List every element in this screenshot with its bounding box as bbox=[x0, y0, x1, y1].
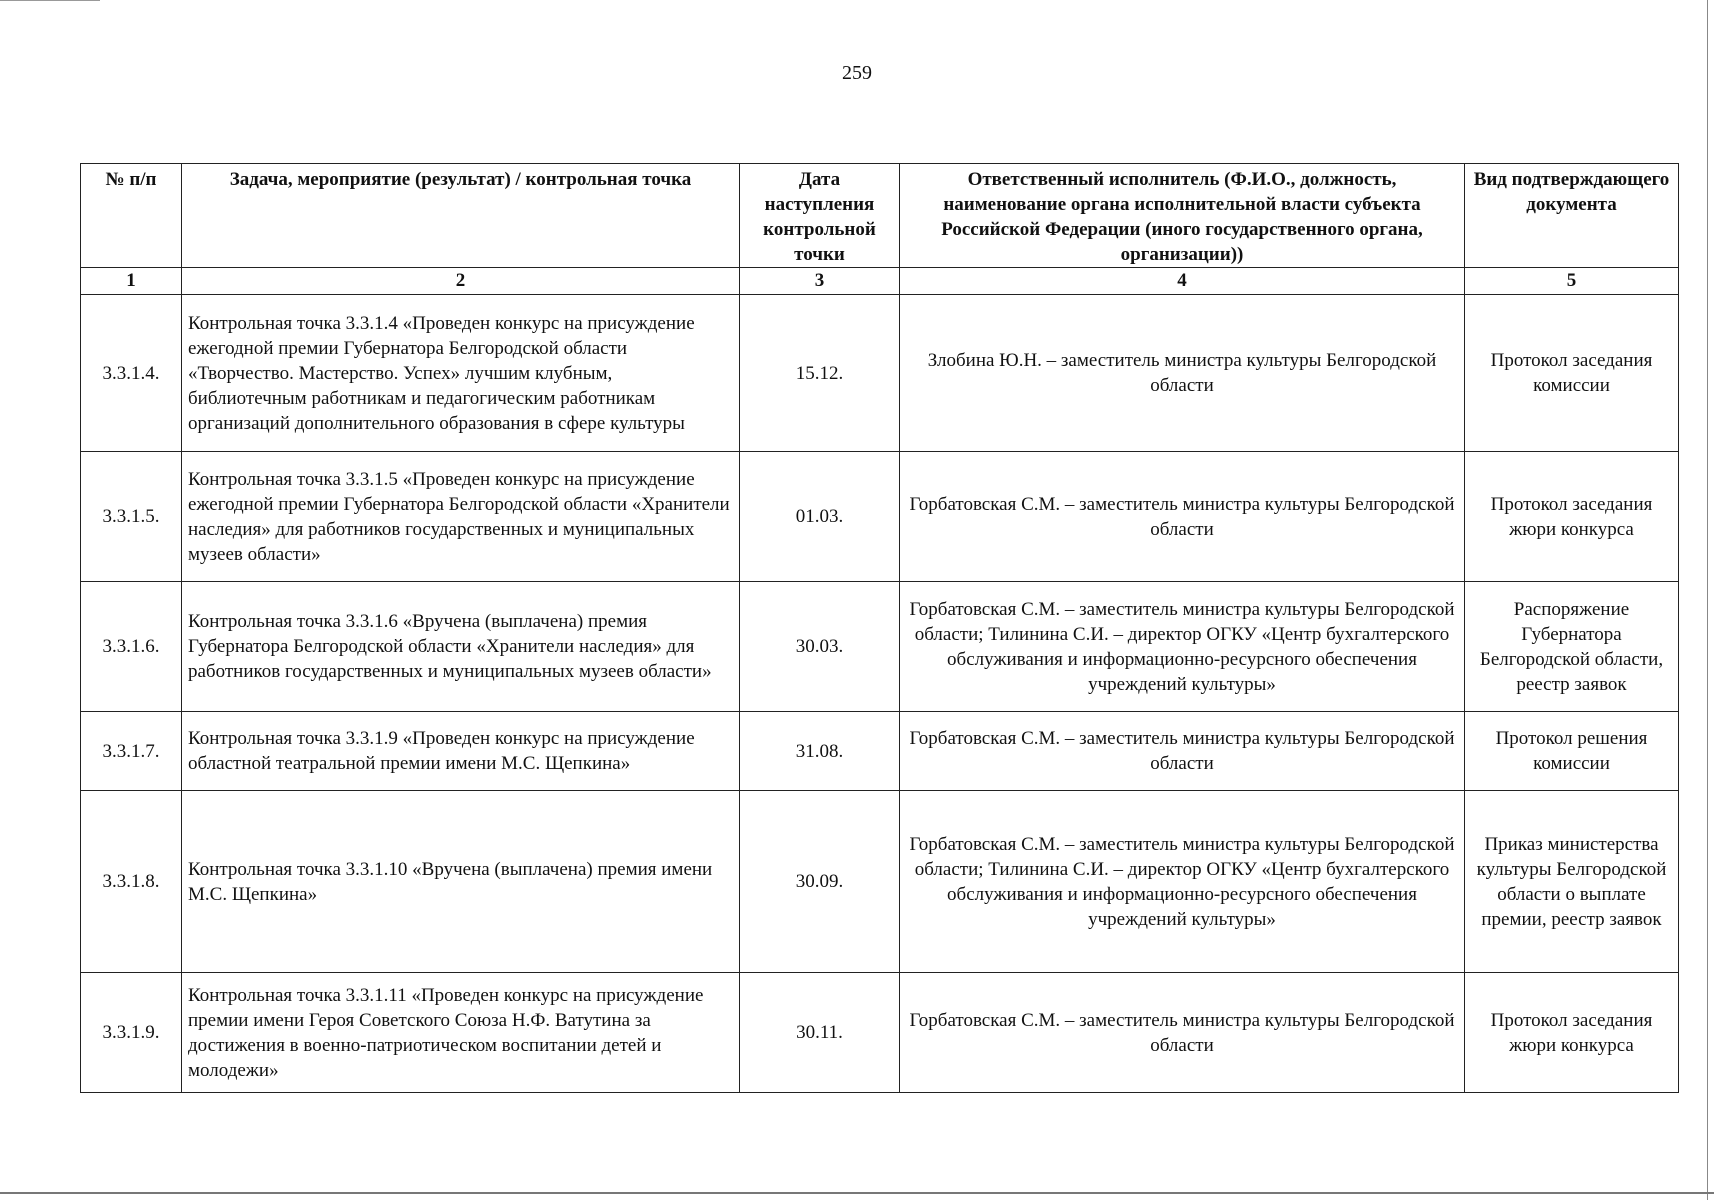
row-task: Контрольная точка 3.3.1.9 «Проведен конкурс на присуждение областной театральной премии имени М.С. Щепкина» bbox=[182, 712, 740, 791]
row-number: 3.3.1.5. bbox=[81, 452, 182, 582]
row-executor: Горбатовская С.М. – заместитель министра культуры Белгородской области bbox=[900, 712, 1465, 791]
column-number: 4 bbox=[900, 268, 1465, 295]
header-task: Задача, мероприятие (результат) / контрольная точка bbox=[182, 164, 740, 268]
column-number: 3 bbox=[740, 268, 900, 295]
column-number: 5 bbox=[1465, 268, 1679, 295]
row-task: Контрольная точка 3.3.1.6 «Вручена (выплачена) премия Губернатора Белгородской области «Хранители наследия» для работников государственных и муниципальных музеев области» bbox=[182, 582, 740, 712]
column-number: 2 bbox=[182, 268, 740, 295]
row-number: 3.3.1.8. bbox=[81, 791, 182, 973]
scan-edge-bottom bbox=[0, 1192, 1714, 1194]
row-document: Протокол заседания жюри конкурса bbox=[1465, 452, 1679, 582]
row-document: Приказ министерства культуры Белгородской области о выплате премии, реестр заявок bbox=[1465, 791, 1679, 973]
row-date: 31.08. bbox=[740, 712, 900, 791]
row-document: Протокол заседания жюри конкурса bbox=[1465, 973, 1679, 1093]
control-points-table bbox=[80, 163, 1679, 1093]
table-row bbox=[81, 973, 1679, 1093]
column-number-row bbox=[81, 268, 1679, 295]
row-executor: Горбатовская С.М. – заместитель министра культуры Белгородской области bbox=[900, 973, 1465, 1093]
row-number: 3.3.1.6. bbox=[81, 582, 182, 712]
row-date: 01.03. bbox=[740, 452, 900, 582]
page-number: 259 bbox=[842, 62, 872, 84]
row-task: Контрольная точка 3.3.1.4 «Проведен конкурс на присуждение ежегодной премии Губернатора Белгородской области «Творчество. Мастерство. Успех» лучшим клубным, библиотечным работникам и педагогическим работникам организаций дополнительного образования в сфере культуры bbox=[182, 295, 740, 452]
row-date: 15.12. bbox=[740, 295, 900, 452]
row-executor: Горбатовская С.М. – заместитель министра культуры Белгородской области; Тилинина С.И. – директор ОГКУ «Центр бухгалтерского обслуживания и информационно-ресурсного обеспечения учреждений культуры» bbox=[900, 791, 1465, 973]
table-header-row bbox=[81, 164, 1679, 268]
row-date: 30.03. bbox=[740, 582, 900, 712]
row-number: 3.3.1.4. bbox=[81, 295, 182, 452]
row-document: Распоряжение Губернатора Белгородской области, реестр заявок bbox=[1465, 582, 1679, 712]
row-date: 30.09. bbox=[740, 791, 900, 973]
row-document: Протокол решения комиссии bbox=[1465, 712, 1679, 791]
table-row bbox=[81, 295, 1679, 452]
row-document: Протокол заседания комиссии bbox=[1465, 295, 1679, 452]
table-row bbox=[81, 712, 1679, 791]
column-number: 1 bbox=[81, 268, 182, 295]
row-number: 3.3.1.7. bbox=[81, 712, 182, 791]
row-executor: Горбатовская С.М. – заместитель министра культуры Белгородской области bbox=[900, 452, 1465, 582]
header-executor: Ответственный исполнитель (Ф.И.О., должность, наименование органа исполнительной власти субъекта Российской Федерации (иного государственного органа, организации)) bbox=[900, 164, 1465, 268]
row-task: Контрольная точка 3.3.1.11 «Проведен конкурс на присуждение премии имени Героя Советского Союза Н.Ф. Ватутина за достижения в военно-патриотическом воспитании детей и молодежи» bbox=[182, 973, 740, 1093]
scan-edge-top bbox=[0, 0, 100, 1]
row-date: 30.11. bbox=[740, 973, 900, 1093]
row-number: 3.3.1.9. bbox=[81, 973, 182, 1093]
row-executor: Горбатовская С.М. – заместитель министра культуры Белгородской области; Тилинина С.И. – директор ОГКУ «Центр бухгалтерского обслуживания и информационно-ресурсного обеспечения учреждений культуры» bbox=[900, 582, 1465, 712]
table-row bbox=[81, 452, 1679, 582]
header-number: № п/п bbox=[81, 164, 182, 268]
table-row bbox=[81, 791, 1679, 973]
row-executor: Злобина Ю.Н. – заместитель министра культуры Белгородской области bbox=[900, 295, 1465, 452]
header-date: Дата наступления контрольной точки bbox=[740, 164, 900, 268]
row-task: Контрольная точка 3.3.1.5 «Проведен конкурс на присуждение ежегодной премии Губернатора Белгородской области «Хранители наследия» для работников государственных и муниципальных музеев области» bbox=[182, 452, 740, 582]
scan-edge-right bbox=[1707, 0, 1708, 1200]
header-document: Вид подтверждающего документа bbox=[1465, 164, 1679, 268]
row-task: Контрольная точка 3.3.1.10 «Вручена (выплачена) премия имени М.С. Щепкина» bbox=[182, 791, 740, 973]
table-row bbox=[81, 582, 1679, 712]
